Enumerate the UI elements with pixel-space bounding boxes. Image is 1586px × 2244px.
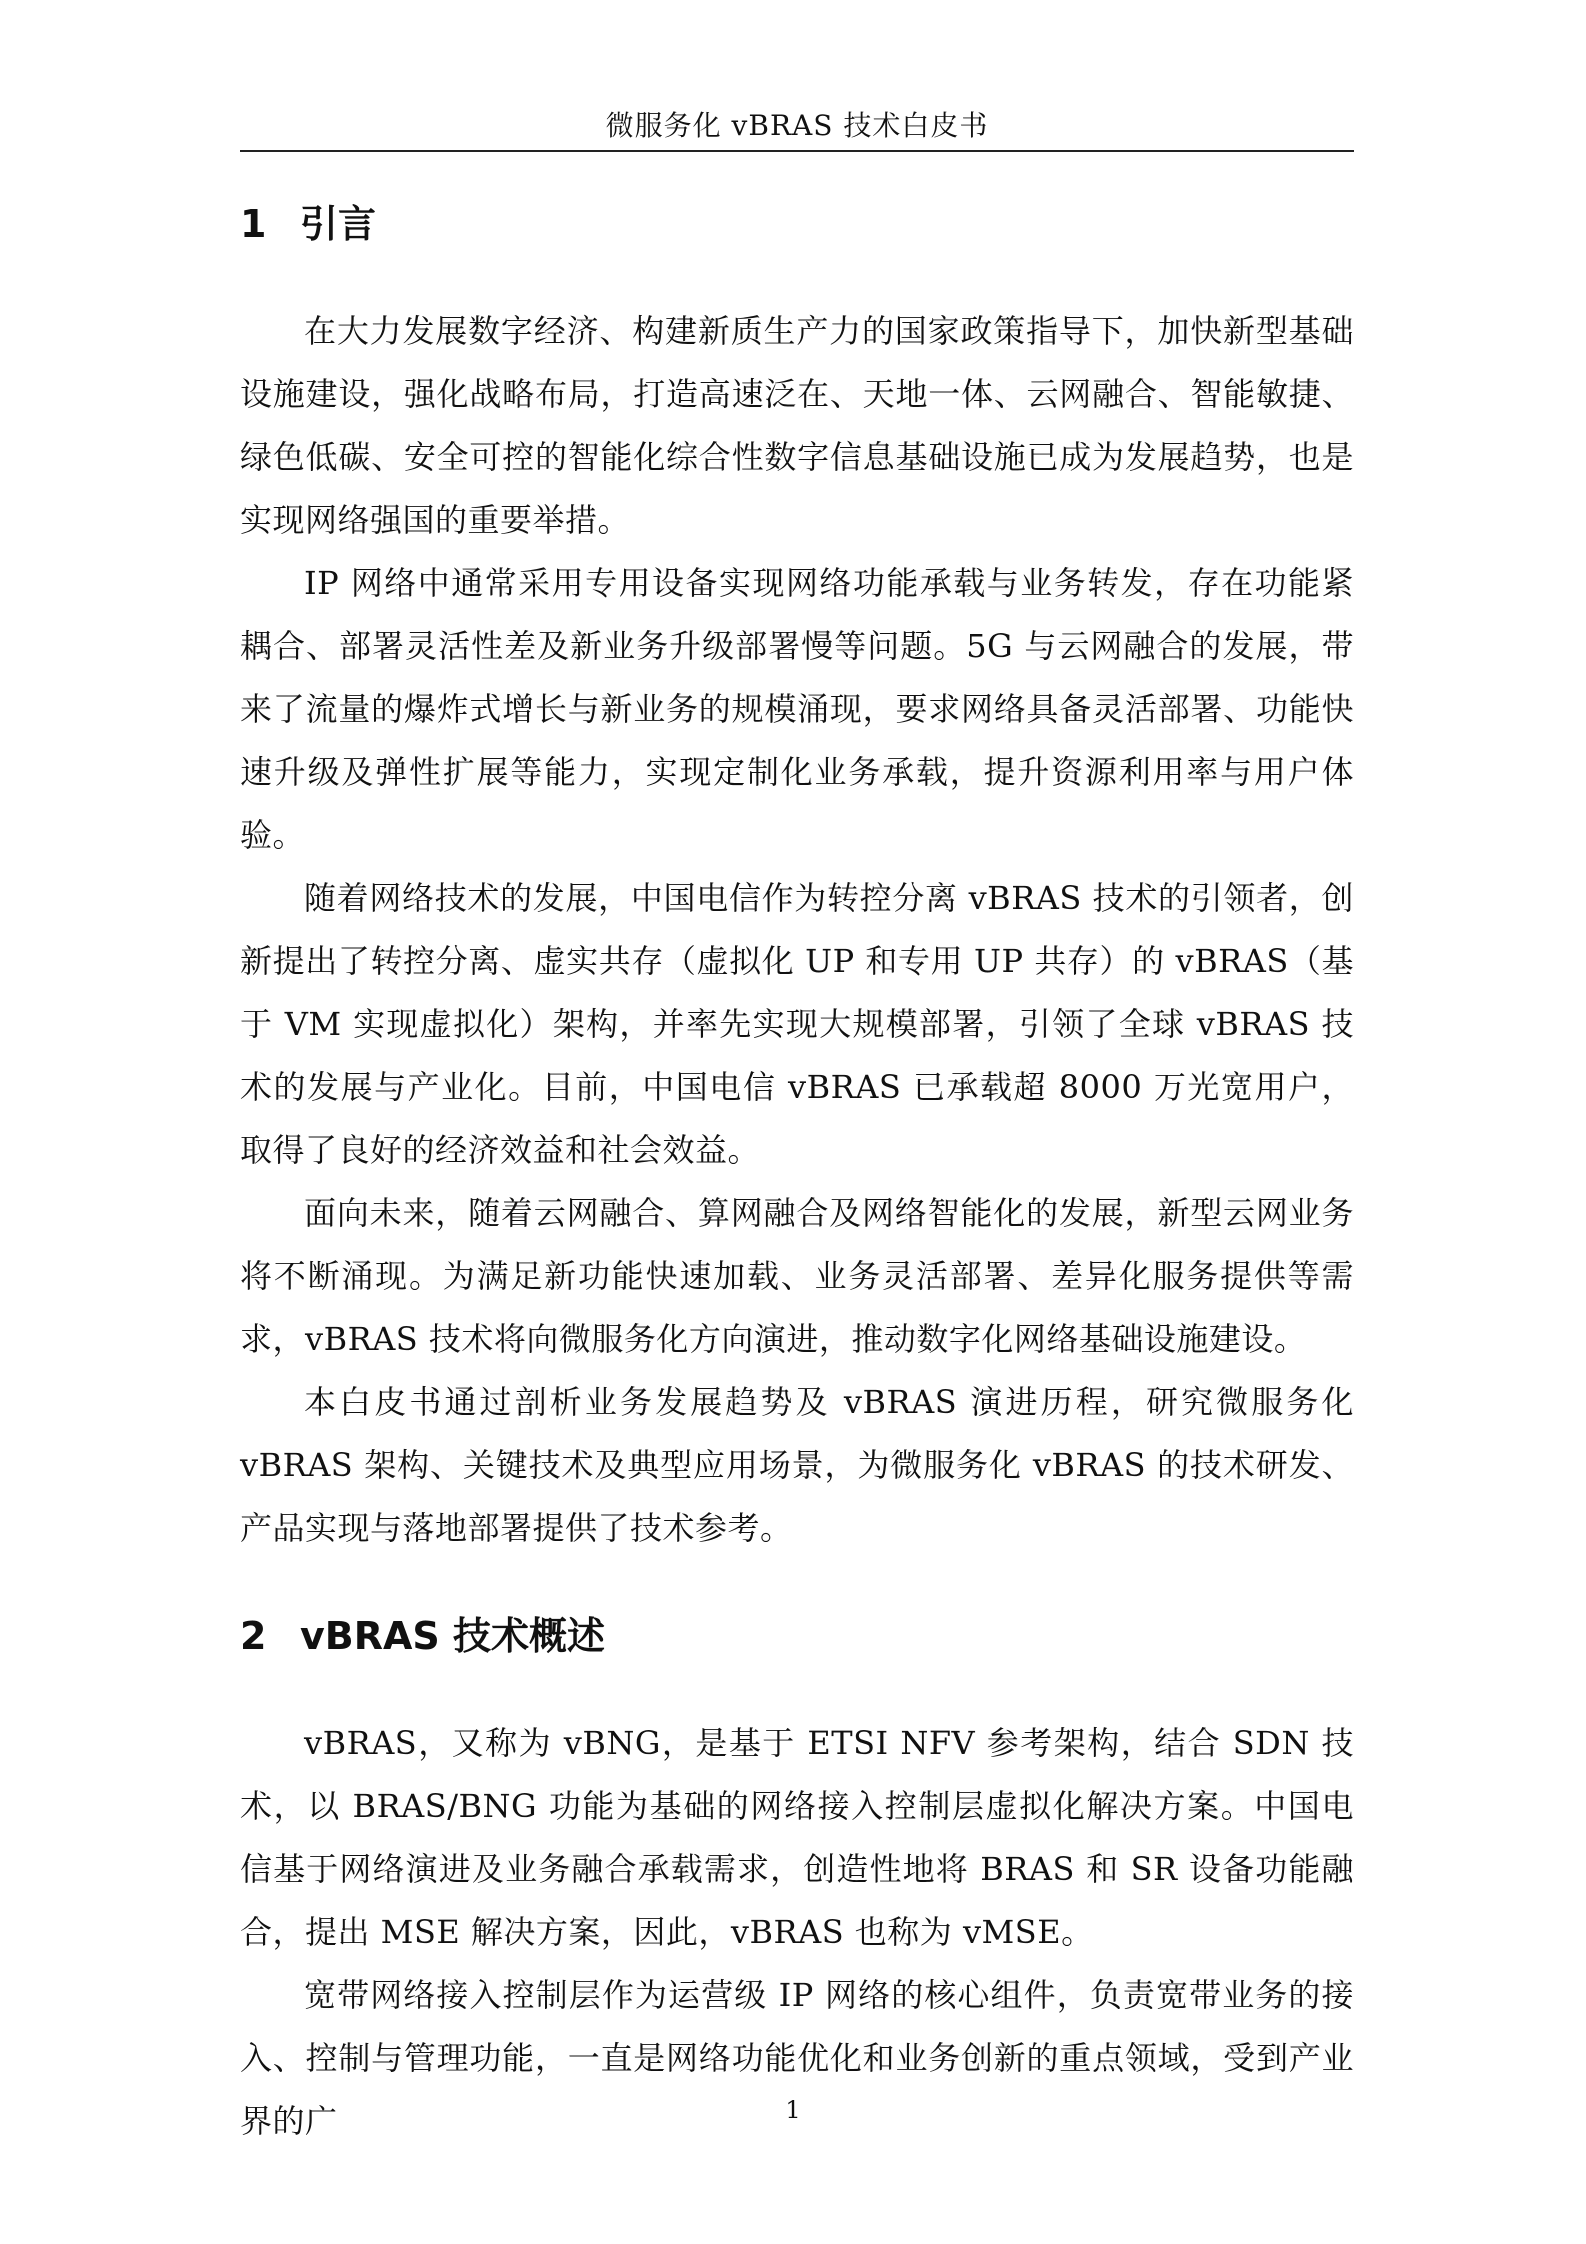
- page-content: [240, 196, 1354, 2153]
- paragraph: 本白皮书通过剖析业务发展趋势及 vBRAS 演进历程，研究微服务化 vBRAS 架构、关键技术及典型应用场景，为微服务化 vBRAS 的技术研发、产品实现与落地部署提供了技术参考。: [240, 1383, 1354, 1547]
- header-rule: [240, 150, 1354, 152]
- running-header: 微服务化 vBRAS 技术白皮书: [605, 109, 989, 142]
- paragraph: 随着网络技术的发展，中国电信作为转控分离 vBRAS 技术的引领者，创新提出了转控分离、虚实共存（虚拟化 UP 和专用 UP 共存）的 vBRAS（基于 VM 实现虚拟化）架构，并率先实现大规模部署，引领了全球 vBRAS 技术的发展与产业化。目前，中国电信 vBRAS 已承载超 8000 万光宽用户，取得了良好的经济效益和社会效益。: [240, 879, 1354, 1169]
- section-title: vBRAS 技术概述: [300, 1614, 606, 1658]
- paragraph: 在大力发展数字经济、构建新质生产力的国家政策指导下，加快新型基础设施建设，强化战略布局，打造高速泛在、天地一体、云网融合、智能敏捷、绿色低碳、安全可控的智能化综合性数字信息基础设施已成为发展趋势，也是实现网络强国的重要举措。: [240, 312, 1354, 539]
- page-number: 1: [785, 2096, 801, 2124]
- section-number: 1: [240, 202, 267, 246]
- paragraph: 面向未来，随着云网融合、算网融合及网络智能化的发展，新型云网业务将不断涌现。为满足新功能快速加载、业务灵活部署、差异化服务提供等需求，vBRAS 技术将向微服务化方向演进，推动数字化网络基础设施建设。: [240, 1194, 1354, 1358]
- section-heading-vbras-overview: [240, 1608, 1354, 1664]
- paragraph: vBRAS，又称为 vBNG，是基于 ETSI NFV 参考架构，结合 SDN 技术，以 BRAS/BNG 功能为基础的网络接入控制层虚拟化解决方案。中国电信基于网络演进及业务融合承载需求，创造性地将 BRAS 和 SR 设备功能融合，提出 MSE 解决方案，因此，vBRAS 也称为 vMSE。: [240, 1724, 1354, 1951]
- section-number: 2: [240, 1614, 267, 1658]
- paragraph: 宽带网络接入控制层作为运营级 IP 网络的核心组件，负责宽带业务的接入、控制与管理功能，一直是网络功能优化和业务创新的重点领域，受到产业界的广: [240, 1976, 1354, 2140]
- paragraph: IP 网络中通常采用专用设备实现网络功能承载与业务转发，存在功能紧耦合、部署灵活性差及新业务升级部署慢等问题。5G 与云网融合的发展，带来了流量的爆炸式增长与新业务的规模涌现，要求网络具备灵活部署、功能快速升级及弹性扩展等能力，实现定制化业务承载，提升资源利用率与用户体验。: [240, 564, 1354, 854]
- section-title: 引言: [300, 202, 377, 246]
- section-heading-introduction: [240, 196, 1354, 252]
